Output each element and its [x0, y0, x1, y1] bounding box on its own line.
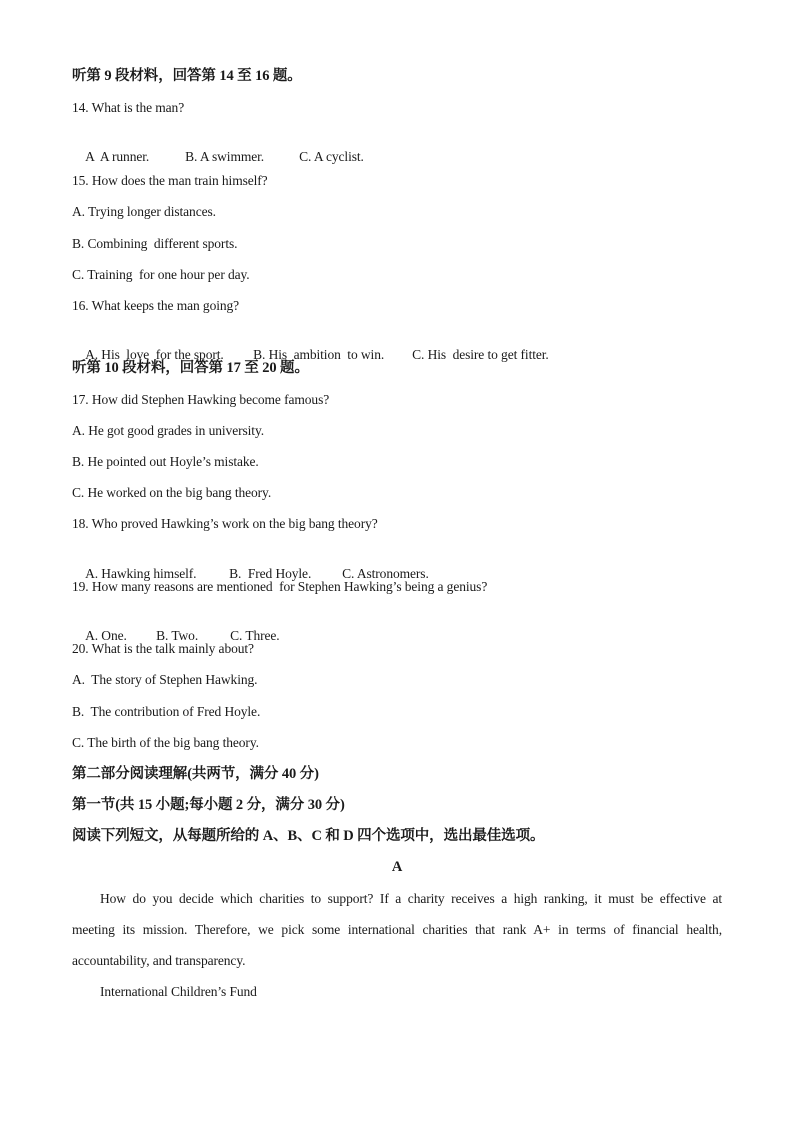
q20-option-a: A. The story of Stephen Hawking.	[72, 672, 258, 687]
passage-paragraph-line-3: accountability, and transparency.	[72, 953, 246, 968]
q14-option-a: A A runner.	[85, 149, 150, 164]
q17-option-c: C. He worked on the big bang theory.	[72, 485, 272, 500]
q15-stem: 15. How does the man train himself?	[72, 173, 268, 188]
q18-option-a: A. Hawking himself.	[85, 566, 197, 581]
q18-option-c: C. Astronomers.	[342, 566, 429, 581]
q19-option-a: A. One.	[85, 628, 127, 643]
q14-option-b: B. A swimmer.	[185, 149, 265, 164]
q19-option-b: B. Two.	[156, 628, 199, 643]
q17-option-b: B. He pointed out Hoyle’s mistake.	[72, 454, 259, 469]
part2-section1-title: 第一节(共 15 小题;每小题 2 分，满分 30 分)	[72, 797, 345, 813]
section10-heading: 听第 10 段材料，回答第 17 至 20 题。	[72, 360, 309, 376]
q20-option-b: B. The contribution of Fred Hoyle.	[72, 704, 261, 719]
passage-paragraph-line-2: meeting its mission. Therefore, we pick some international charities that rank A+ in terms of financial health,	[72, 922, 722, 937]
part2-instruction: 阅读下列短文，从每题所给的 A、B、C 和 D 四个选项中，选出最佳选项。	[72, 828, 545, 844]
passage-subheading: International Children’s Fund	[100, 984, 257, 999]
q20-stem: 20. What is the talk mainly about?	[72, 641, 254, 656]
q15-option-b: B. Combining different sports.	[72, 236, 238, 251]
q20-option-c: C. The birth of the big bang theory.	[72, 735, 259, 750]
q16-option-a: A. His love for the sport.	[85, 347, 224, 362]
q16-option-c: C. His desire to get fitter.	[412, 347, 549, 362]
q14-stem: 14. What is the man?	[72, 100, 185, 115]
section9-heading: 听第 9 段材料，回答第 14 至 16 题。	[72, 68, 302, 84]
part2-title: 第二部分阅读理解(共两节，满分 40 分)	[72, 766, 319, 782]
q16-option-b: B. His ambition to win.	[253, 347, 385, 362]
q16-stem: 16. What keeps the man going?	[72, 298, 240, 313]
passage-paragraph-line-1: How do you decide which charities to support? If a charity receives a high ranking, it must be effective at	[100, 891, 722, 906]
q14-option-c: C. A cyclist.	[299, 149, 364, 164]
passage-label: A	[391, 859, 403, 875]
q15-option-c: C. Training for one hour per day.	[72, 267, 250, 282]
q17-stem: 17. How did Stephen Hawking become famous?	[72, 392, 330, 407]
q18-option-b: B. Fred Hoyle.	[229, 566, 312, 581]
q18-stem: 18. Who proved Hawking’s work on the big bang theory?	[72, 516, 378, 531]
q17-option-a: A. He got good grades in university.	[72, 423, 264, 438]
q19-option-c: C. Three.	[230, 628, 280, 643]
q19-stem: 19. How many reasons are mentioned for Stephen Hawking’s being a genius?	[72, 579, 488, 594]
q15-option-a: A. Trying longer distances.	[72, 204, 216, 219]
